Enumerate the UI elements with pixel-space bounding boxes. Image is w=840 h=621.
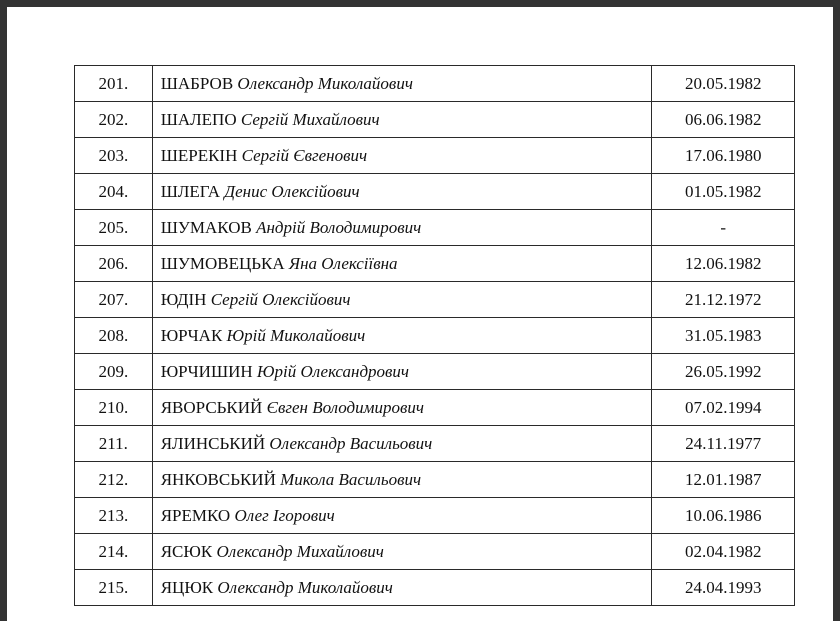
row-number: 212.: [75, 462, 153, 498]
given-names: Юрій Олександрович: [256, 361, 410, 381]
birth-date: 21.12.1972: [652, 282, 795, 318]
birth-date: 07.02.1994: [652, 390, 795, 426]
birth-date: 02.04.1982: [652, 534, 795, 570]
row-number: 201.: [75, 66, 153, 102]
given-names: Яна Олексіївна: [288, 253, 398, 273]
birth-date: -: [652, 210, 795, 246]
person-name: [152, 570, 652, 606]
row-number: 211.: [75, 426, 153, 462]
person-name: [152, 426, 652, 462]
row-number: 203.: [75, 138, 153, 174]
person-name: [152, 498, 652, 534]
row-number: 204.: [75, 174, 153, 210]
row-number: 213.: [75, 498, 153, 534]
given-names: Олег Ігорович: [234, 505, 335, 525]
persons-table-body: [75, 66, 795, 606]
row-number: 209.: [75, 354, 153, 390]
person-name: [152, 246, 652, 282]
row-number: 202.: [75, 102, 153, 138]
given-names: Олександр Васильович: [269, 433, 433, 453]
table-row: [75, 354, 795, 390]
table-row: [75, 102, 795, 138]
birth-date: 12.06.1982: [652, 246, 795, 282]
person-name: [152, 390, 652, 426]
person-name: [152, 462, 652, 498]
person-name: [152, 66, 652, 102]
birth-date: 26.05.1992: [652, 354, 795, 390]
surname: ЮРЧИШИН: [160, 361, 253, 381]
table-row: [75, 498, 795, 534]
surname: ШУМОВЕЦЬКА: [160, 253, 285, 273]
surname: ШАБРОВ: [160, 73, 234, 93]
row-number: 208.: [75, 318, 153, 354]
birth-date: 17.06.1980: [652, 138, 795, 174]
surname: ЯРЕМКО: [160, 505, 231, 525]
row-number: 207.: [75, 282, 153, 318]
surname: ЮДІН: [160, 289, 207, 309]
row-number: 210.: [75, 390, 153, 426]
given-names: Олександр Михайлович: [216, 541, 384, 561]
surname: ЯНКОВСЬКИЙ: [160, 469, 276, 489]
given-names: Андрій Володимирович: [256, 217, 422, 237]
birth-date: 24.04.1993: [652, 570, 795, 606]
surname: ЮРЧАК: [160, 325, 223, 345]
surname: ЯЦЮК: [160, 577, 214, 597]
surname: ЯСЮК: [160, 541, 213, 561]
birth-date: 06.06.1982: [652, 102, 795, 138]
given-names: Сергій Михайлович: [240, 109, 380, 129]
row-number: 215.: [75, 570, 153, 606]
person-name: [152, 534, 652, 570]
table-row: [75, 462, 795, 498]
surname: ЯВОРСЬКИЙ: [160, 397, 263, 417]
person-name: [152, 354, 652, 390]
birth-date: 10.06.1986: [652, 498, 795, 534]
person-name: [152, 318, 652, 354]
table-row: [75, 570, 795, 606]
table-row: [75, 318, 795, 354]
birth-date: 31.05.1983: [652, 318, 795, 354]
given-names: Олександр Миколайович: [237, 73, 413, 93]
table-row: [75, 282, 795, 318]
row-number: 214.: [75, 534, 153, 570]
table-row: [75, 210, 795, 246]
birth-date: 20.05.1982: [652, 66, 795, 102]
row-number: 206.: [75, 246, 153, 282]
table-row: [75, 426, 795, 462]
person-name: [152, 102, 652, 138]
person-name: [152, 138, 652, 174]
given-names: Сергій Олексійович: [210, 289, 351, 309]
given-names: Євген Володимирович: [266, 397, 424, 417]
table-row: [75, 390, 795, 426]
person-name: [152, 282, 652, 318]
surname: ШАЛЕПО: [160, 109, 237, 129]
person-name: [152, 174, 652, 210]
birth-date: 12.01.1987: [652, 462, 795, 498]
surname: ШУМАКОВ: [160, 217, 252, 237]
given-names: Олександр Миколайович: [217, 577, 393, 597]
table-row: [75, 66, 795, 102]
table-row: [75, 534, 795, 570]
given-names: Денис Олексійович: [224, 181, 360, 201]
surname: ЯЛИНСЬКИЙ: [160, 433, 266, 453]
table-row: [75, 174, 795, 210]
persons-table: [74, 65, 795, 606]
row-number: 205.: [75, 210, 153, 246]
document-page: [7, 7, 833, 621]
given-names: Микола Васильович: [280, 469, 422, 489]
given-names: Юрій Миколайович: [226, 325, 366, 345]
table-row: [75, 246, 795, 282]
table-row: [75, 138, 795, 174]
birth-date: 24.11.1977: [652, 426, 795, 462]
birth-date: 01.05.1982: [652, 174, 795, 210]
surname: ШЛЕГА: [160, 181, 221, 201]
surname: ШЕРЕКІН: [160, 145, 238, 165]
given-names: Сергій Євгенович: [241, 145, 368, 165]
person-name: [152, 210, 652, 246]
